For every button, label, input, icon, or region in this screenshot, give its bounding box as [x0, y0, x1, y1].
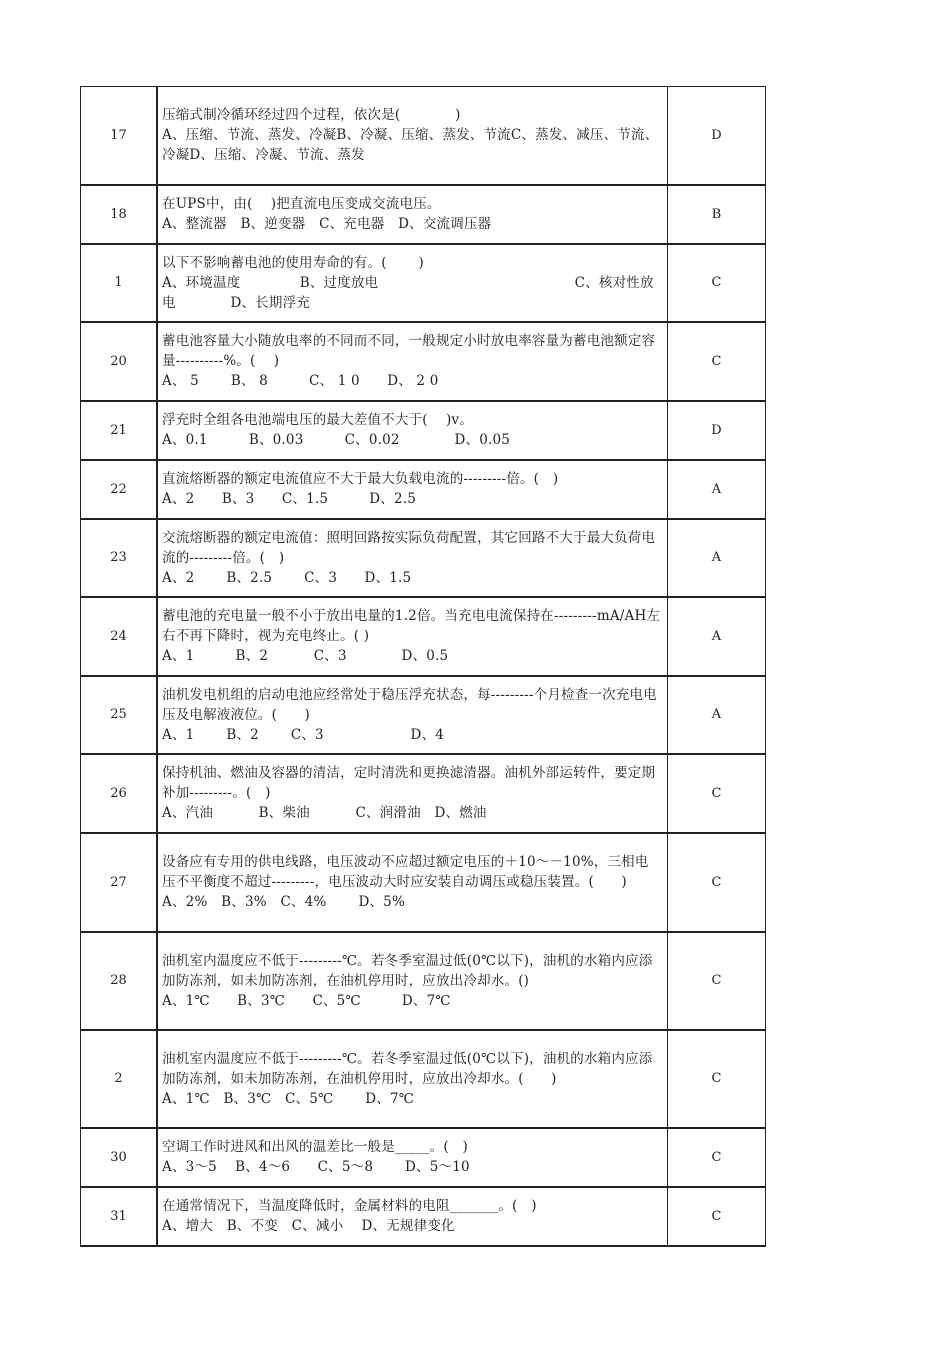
question-row	[81, 1030, 766, 1128]
question-number: 28	[81, 932, 158, 1030]
question-text	[162, 105, 662, 165]
question-number: 31	[81, 1187, 158, 1246]
answer-cell: A	[668, 519, 766, 597]
question-options: A、环境温度 B、过度放电 C、核对性放电 D、长期浮充	[162, 274, 654, 311]
question-stem: 直流熔断器的额定电流值应不大于最大负载电流的---------倍。( )	[162, 471, 559, 487]
question-text	[162, 852, 662, 912]
question-options: A、1 B、2 C、3 D、4	[162, 726, 445, 743]
question-options: A、2% B、3% C、4% D、5%	[162, 894, 405, 910]
question-options: A、0.1 B、0.03 C、0.02 D、0.05	[162, 432, 511, 448]
question-text-cell	[157, 754, 668, 833]
question-text-cell	[157, 932, 668, 1030]
question-options: A、压缩、节流、蒸发、冷凝B、冷凝、压缩、蒸发、节流C、蒸发、减压、节流、冷凝D、压缩、冷凝、节流、蒸发	[162, 127, 659, 164]
question-row	[81, 87, 766, 185]
question-options: A、2 B、3 C、1.5 D、2.5	[162, 491, 417, 507]
question-stem: 交流熔断器的额定电流值：照明回路按实际负荷配置，其它回路不大于最大负荷电流的---------倍。( )	[162, 529, 656, 566]
question-number: 23	[81, 519, 158, 597]
question-text	[162, 410, 662, 450]
question-stem: 油机室内温度应不低于---------℃。若冬季室温过低(0℃以下)，油机的水箱内应添加防冻剂，如未加防冻剂，在油机停用时，应放出冷却水。()	[162, 952, 653, 989]
question-text	[162, 194, 662, 234]
question-row	[81, 1187, 766, 1246]
question-row	[81, 460, 766, 519]
question-number: 27	[81, 833, 158, 932]
question-stem: 以下不影响蓄电池的使用寿命的有。( )	[162, 254, 425, 271]
question-text	[162, 528, 662, 588]
question-text	[162, 763, 662, 823]
question-text	[162, 951, 662, 1011]
question-text-cell	[157, 1128, 668, 1187]
answer-cell: A	[668, 597, 766, 676]
question-row	[81, 244, 766, 322]
question-text	[162, 331, 662, 391]
question-stem: 在通常情况下，当温度降低时，金属材料的电阻_______。( )	[162, 1198, 537, 1214]
question-text-cell	[157, 185, 668, 244]
question-options: A、1℃ B、3℃ C、5℃ D、7℃	[162, 1090, 415, 1107]
question-options: A、汽油 B、柴油 C、润滑油 D、燃油	[162, 805, 487, 821]
answer-cell: C	[668, 244, 766, 322]
question-stem: 在UPS中，由( )把直流电压变成交流电压。	[162, 196, 441, 212]
question-number: 22	[81, 460, 158, 519]
answer-cell: D	[668, 87, 766, 185]
answer-cell: C	[668, 932, 766, 1030]
question-stem: 油机室内温度应不低于---------℃。若冬季室温过低(0℃以下)，油机的水箱内应添加防冻剂，如未加防冻剂，在油机停用时，应放出冷却水。( )	[162, 1050, 653, 1087]
answer-cell: C	[668, 754, 766, 833]
question-text-cell	[157, 519, 668, 597]
question-row	[81, 754, 766, 833]
answer-cell: C	[668, 833, 766, 932]
question-row	[81, 322, 766, 401]
question-number: 25	[81, 676, 158, 754]
question-table	[80, 86, 766, 1247]
question-options: A、增大 B、不变 C、减小 D、无规律变化	[162, 1218, 455, 1234]
question-row	[81, 676, 766, 754]
question-number: 17	[81, 87, 158, 185]
answer-cell: C	[668, 1128, 766, 1187]
question-number: 18	[81, 185, 158, 244]
question-text	[162, 1196, 662, 1236]
answer-cell: C	[668, 1187, 766, 1246]
question-row	[81, 519, 766, 597]
question-options: A、3～5 B、4～6 C、5～8 D、5～10	[162, 1159, 470, 1175]
question-stem: 蓄电池的充电量一般不小于放出电量的1.2倍。当充电电流保持在---------mA/AH左右不再下降时，视为充电终止。( )	[162, 608, 661, 644]
question-number: 20	[81, 322, 158, 401]
question-row	[81, 1128, 766, 1187]
question-stem: 空调工作时进风和出风的温差比一般是_____。( )	[162, 1139, 468, 1155]
question-options: A、 5 B、 8 C、 1 0 D、 2 0	[162, 373, 439, 389]
question-row	[81, 833, 766, 932]
answer-cell: A	[668, 460, 766, 519]
question-text-cell	[157, 87, 668, 185]
question-row	[81, 185, 766, 244]
question-text-cell	[157, 322, 668, 401]
question-text-cell	[157, 1187, 668, 1246]
question-rows	[81, 87, 766, 1246]
question-row	[81, 597, 766, 676]
question-number: 21	[81, 401, 158, 460]
question-text-cell	[157, 833, 668, 932]
question-options: A、2 B、2.5 C、3 D、1.5	[162, 569, 412, 586]
question-options: A、1℃ B、3℃ C、5℃ D、7℃	[162, 992, 451, 1009]
question-number: 26	[81, 754, 158, 833]
question-number: 2	[81, 1030, 158, 1128]
question-text	[162, 685, 662, 745]
question-number: 1	[81, 244, 158, 322]
question-stem: 蓄电池容量大小随放电率的不同而不同，一般规定小时放电率容量为蓄电池额定容量----------%。( )	[162, 333, 656, 369]
question-text	[162, 469, 662, 509]
answer-cell: B	[668, 185, 766, 244]
question-stem: 设备应有专用的供电线路，电压波动不应超过额定电压的＋10～－10%，三相电压不平衡度不超过---------，电压波动大时应安装自动调压或稳压装置。( )	[162, 854, 649, 890]
answer-cell: D	[668, 401, 766, 460]
question-row	[81, 932, 766, 1030]
question-text-cell	[157, 597, 668, 676]
question-text-cell	[157, 1030, 668, 1128]
question-number: 24	[81, 597, 158, 676]
question-text-cell	[157, 460, 668, 519]
question-text	[162, 253, 662, 313]
question-text-cell	[157, 676, 668, 754]
question-text-cell	[157, 244, 668, 322]
question-text	[162, 606, 662, 666]
question-stem: 浮充时全组各电池端电压的最大差值不大于( )v。	[162, 412, 473, 428]
question-text-cell	[157, 401, 668, 460]
question-options: A、整流器 B、逆变器 C、充电器 D、交流调压器	[162, 216, 492, 232]
question-row	[81, 401, 766, 460]
question-stem: 保持机油、燃油及容器的清洁，定时清洗和更换滤清器。油机外部运转件，要定期补加---------。( )	[162, 765, 656, 801]
question-options: A、1 B、2 C、3 D、0.5	[162, 648, 449, 664]
question-stem: 油机发电机组的启动电池应经常处于稳压浮充状态，每---------个月检查一次充电电压及电解液液位。( )	[162, 686, 657, 723]
answer-cell: C	[668, 1030, 766, 1128]
answer-cell: A	[668, 676, 766, 754]
question-number: 30	[81, 1128, 158, 1187]
question-text	[162, 1137, 662, 1177]
answer-cell: C	[668, 322, 766, 401]
question-text	[162, 1049, 662, 1109]
question-stem: 压缩式制冷循环经过四个过程，依次是( )	[162, 107, 461, 124]
